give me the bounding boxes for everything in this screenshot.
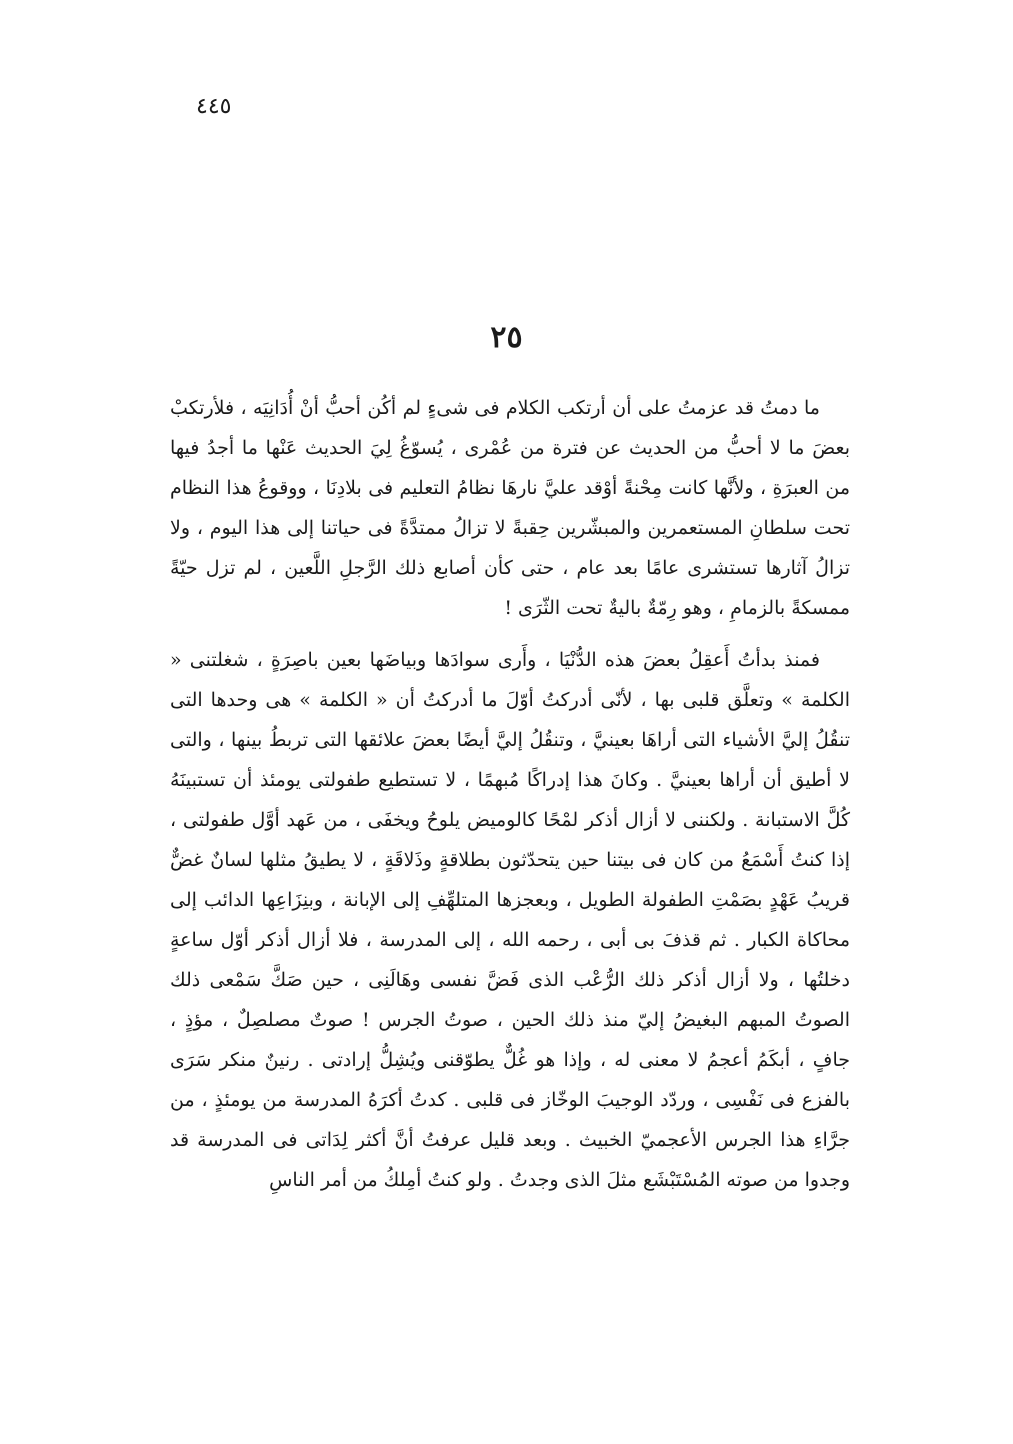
chapter-number: ٢٥ bbox=[490, 320, 523, 355]
paragraph: فمنذ بدأتُ أَعقِلُ بعضَ هذه الدُّنْيَا ، وأَرى سوادَها وبياضَها بعين باصِرَةٍ ، شغلتنى « الكلمة » وتعلَّق قلبى بها ، لأنّى أدركتُ أوّلَ ما أدركتُ أن « الكلمة » هى وحدها التى تنقُلُ إليَّ الأشياء التى أراهَا بعينيَّ ، وتنقُلُ إليَّ أيضًا بعضَ علائقها التى تربطُ بينها ، والتى لا أطيق أن أراها بعينيَّ . وكانَ هذا إدراكًا مُبهمًا ، لا تستطيع طفولتى يومئذ أن تستبينَهُ كُلَّ الاستبانة . ولكننى لا أزال أذكر لمْحًا كالوميض يلوحُ ويخفَى ، من عَهد أوَّل طفولتى ، إذا كنتُ أَسْمَعُ من كان فى بيتنا حين يتحدّثون بطلاقةٍ وذَلاقَةٍ ، لا يطيقُ مثلها لسانٌ غضٌّ قريبُ عَهْدٍ بصَمْتِ الطفولة الطويل ، وبعجزها المتلهِّفِ إلى الإبانة ، وبنِزَاعِها الدائب إلى محاكاة الكبار . ثم قذفَ بى أبى ، رحمه الله ، إلى المدرسة ، فلا أزال أذكر أوّل ساعةٍ دخلتُها ، ولا أزال أذكر ذلك الرُّعْب الذى فَضَّ نفسى وهَالَنِى ، حين صَكَّ سَمْعى ذلك الصوتُ المبهم البغيضُ إليّ منذ ذلك الحين ، صوتُ الجرس ! صوتٌ مصلصِلٌ ، مؤذٍ ، جافٍ ، أبكَمُ أعجمُ لا معنى له ، وإذا هو غُلٌّ يطوّقنى ويُشِلُّ إرادتى . رنينٌ منكر سَرَى بالفزع فى نَفْسِى ، وردّد الوجيبَ الوخّاز فى قلبى . كدتُ أكرَهُ المدرسة من يومئذٍ ، من جرَّاءِ هذا الجرس الأعجميّ الخبيث . وبعد قليل عرفتُ أنَّ أكثر لِدَاتى فى المدرسة قد وجدوا من صوته المُسْتَبْشَع مثلَ الذى وجدتُ . ولو كنتُ أمِلكُ من أمر الناسِ bbox=[170, 649, 850, 1191]
paragraph: ما دمتُ قد عزمتُ على أن أرتكب الكلام فى شىءٍ لم أكُن أحبُّ أنْ أُدَانِيَه ، فلأرتكبْ بعضَ ما لا أحبُّ من الحديث عن فترة من عُمْرى ، يُسوّغُ لِيَ الحديث عَنْها ما أجدُ فيها من العبرَةِ ، ولأنَّها كانت مِحْنةً أوْقد عليَّ نارهَا نظامُ التعليم فى بلادِنَا ، ووقوعُ هذا النظام تحت سلطانِ المستعمرين والمبشّرين حِقبةً لا تزالُ ممتدَّةً فى حياتنا إلى هذا اليوم ، ولا تزالُ آثارها تستشرى عامًا بعد عام ، حتى كأن أصابع ذلك الرَّجلِ اللَّعين ، لم تزل حيّةً ممسكةً بالزمامِ ، وهو رِمّةٌ باليةٌ تحت الثّرَى ! bbox=[170, 397, 850, 619]
body-text bbox=[170, 388, 850, 1200]
page-number: ٤٤٥ bbox=[196, 94, 232, 119]
